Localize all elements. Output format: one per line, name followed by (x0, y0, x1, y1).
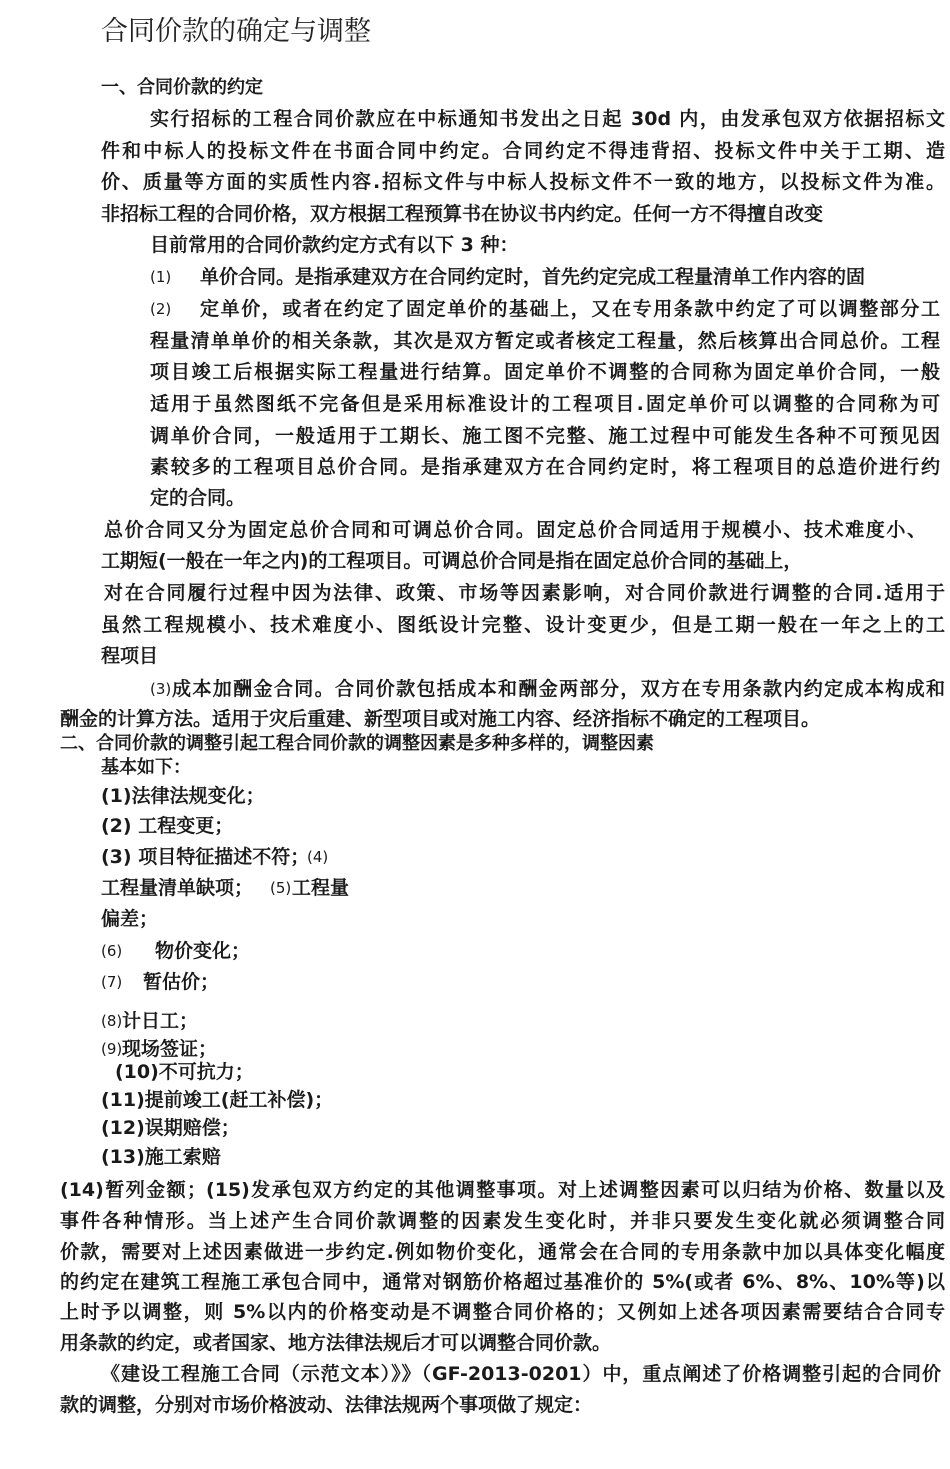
paragraph-line: 工期短(一般在一年之内)的工程项目。可调总价合同是指在固定总价合同的基础上， (101, 550, 803, 572)
section-heading-1: 一、合同价款的约定 (101, 77, 263, 98)
factor-item: 偏差； (101, 908, 159, 930)
paragraph-line: 对在合同履行过程中因为法律、政策、市场等因素影响，对合同价款进行调整的合同.适用于 (104, 582, 945, 604)
page-title: 合同价款的确定与调整 (101, 16, 371, 47)
list-item-text: 酬金的计算方法。适用于灾后重建、新型项目或对施工内容、经济指标不确定的工程项目。 (60, 708, 821, 730)
factor-number: (4) (307, 848, 329, 866)
factor-number: (5) (270, 879, 292, 897)
paragraph-line: 用条款的约定，或者国家、地方法律法规后才可以调整合同价款。 (60, 1332, 612, 1354)
list-item-text: 项目竣工后根据实际工程量进行结算。固定单价不调整的合同称为固定单价合同，一般 (150, 361, 940, 383)
list-item-text: 调单价合同，一般适用于工期长、施工图不完整、施工过程中可能发生各种不可预见因 (150, 425, 940, 447)
factor-item: (10)不可抗力； (115, 1061, 254, 1083)
paragraph-line: 款的调整，分别对市场价格波动、法律法规两个事项做了规定： (60, 1394, 593, 1416)
factor-item: 现场签证； (122, 1038, 218, 1060)
paragraph-line: 的约定在建筑工程施工承包合同中，通常对钢筋价格超过基准价的 5%(或者 6%、8%、10%等)以 (60, 1271, 945, 1293)
paragraph-line: 件和中标人的投标文件在书面合同中约定。合同约定不得违背招、投标文件中关于工期、造 (101, 140, 945, 162)
paragraph-line: 事件各种情形。当上述产生合同价款调整的因素发生变化时，并非只要发生变化就必须调整合同 (60, 1210, 945, 1232)
factor-item: 工程量 (292, 877, 350, 899)
paragraph-line: (14)暂列金额；(15)发承包双方约定的其他调整事项。对上述调整因素可以归结为价格、数量以及 (60, 1179, 945, 1201)
paragraph-line: 上时予以调整，则 5%以内的价格变动是不调整合同价格的；又例如上述各项因素需要结合合同专 (60, 1301, 945, 1323)
list-item-text: 成本加酬金合同。合同价款包括成本和酬金两部分，双方在专用条款内约定成本构成和 (172, 678, 945, 700)
factor-number: (8) (101, 1012, 123, 1030)
paragraph-line: 非招标工程的合同价格，双方根据工程预算书在协议书内约定。任何一方不得擅自改变 (101, 203, 824, 225)
factor-item: (13)施工索赔 (101, 1146, 221, 1168)
factor-item: (11)提前竣工(赶工补偿)； (101, 1089, 334, 1111)
factor-number: (6) (101, 942, 123, 960)
factor-item: 计日工； (122, 1010, 199, 1032)
factor-item: (12)误期赔偿； (101, 1117, 240, 1139)
factor-item: (1)法律法规变化； (101, 785, 265, 807)
list-item-text: 素较多的工程项目总价合同。是指承建双方在合同约定时，将工程项目的总造价进行约 (150, 456, 940, 478)
paragraph-line: 价、质量等方面的实质性内容.招标文件与中标人投标文件不一致的地方，以投标文件为准。 (101, 171, 945, 193)
factor-item: 暂估价； (143, 971, 220, 993)
factor-item: 工程量清单缺项； (101, 877, 254, 899)
factor-item: 物价变化； (155, 940, 251, 962)
factor-number: (9) (101, 1040, 123, 1058)
paragraph-line: 价款，需要对上述因素做进一步约定.例如物价变化，通常会在合同的专用条款中加以具体变化幅度 (60, 1241, 945, 1263)
paragraph-line: 总价合同又分为固定总价合同和可调总价合同。固定总价合同适用于规模小、技术难度小、 (104, 519, 926, 541)
list-item-text: 程量清单单价的相关条款，其次是双方暂定或者核定工程量，然后核算出合同总价。工程 (150, 330, 940, 352)
paragraph-line: 实行招标的工程合同价款应在中标通知书发出之日起 30d 内，由发承包双方依据招标文 (150, 108, 945, 130)
list-number: (2) (150, 300, 172, 318)
section-subheading: 基本如下： (101, 757, 191, 778)
factor-item: (3) 项目特征描述不符； (101, 846, 310, 868)
paragraph-line: 程项目 (101, 645, 159, 667)
paragraph-line: 虽然工程规模小、技术难度小、图纸设计完整、设计变更少，但是工期一般在一年之上的工 (101, 614, 945, 636)
list-item-text: 单价合同。是指承建双方在合同约定时，首先约定完成工程量清单工作内容的固 (200, 266, 866, 288)
list-item-text: 适用于虽然图纸不完备但是采用标准设计的工程项目.固定单价可以调整的合同称为可 (150, 393, 940, 415)
paragraph-line: 《建设工程施工合同（示范文本）》》（GF-2013-0201）中，重点阐述了价格调整引起的合同价 (101, 1363, 941, 1385)
section-heading-2: 二、合同价款的调整引起工程合同价款的调整因素是多种多样的，调整因素 (60, 733, 654, 754)
factor-number: (7) (101, 973, 123, 991)
factor-item: (2) 工程变更； (101, 815, 234, 837)
paragraph-line: 目前常用的合同价款约定方式有以下 3 种： (150, 234, 519, 256)
list-number: (3) (150, 680, 172, 698)
list-item-text: 定单价，或者在约定了固定单价的基础上，又在专用条款中约定了可以调整部分工 (200, 298, 940, 320)
list-item-text: 定的合同。 (150, 487, 246, 509)
list-number: (1) (150, 268, 172, 286)
